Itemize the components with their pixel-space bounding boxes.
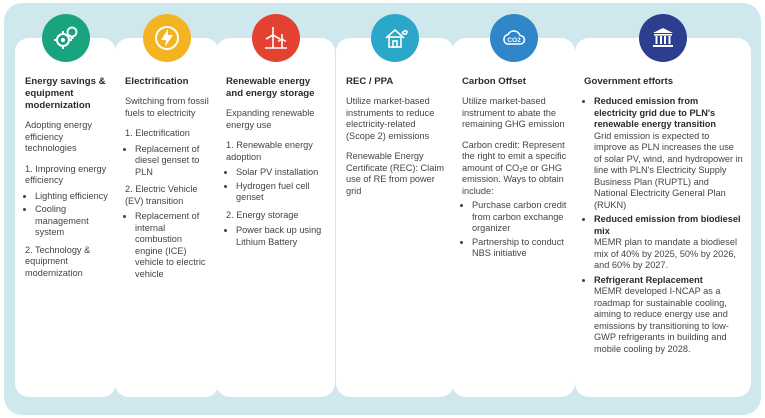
effort-description: MEMR plan to mandate a biodiesel mix of 40% by 2025, 50% by 2026, and 60% by 2027. [594,237,737,270]
list-item: • Lighting efficiency [35,191,108,203]
wind-turbine-icon [252,14,300,62]
effort-description: MEMR developed I-NCAP as a roadmap for sustainable cooling, aiming to reduce energy use and emissions by transitioning to low-GWP refrigerants in building and mobile cooling by 2028. [594,286,729,354]
co2-label: CO2 [506,37,521,44]
card-title: Carbon Offset [462,76,526,87]
rec-description: Renewable Energy Certificate (REC): Claim use of RE from power grid [346,151,445,196]
card-title: Renewable energy and energy storage [226,76,315,99]
card-title: Electrification [125,76,189,87]
section-heading: 2. Technology & equipment modernization [25,244,91,278]
card-energy-savings [15,38,116,397]
card-description: Utilize market-based instrument to abate the remaining GHG emission [462,96,565,129]
effort-title: • Reduced emission from electricity grid due to PLN's renewable energy transition [594,96,717,129]
bullet-list [25,191,108,239]
list-item: • Power back up using Lithium Battery [236,225,327,248]
card-carbon-offset [452,38,575,397]
green-house-icon [371,14,419,62]
co2-cloud-icon [490,14,538,62]
list-item: • Solar PV installation [236,167,327,179]
list-item: • Cooling management system [35,204,108,239]
card-description: Switching from fossil fuels to electricity [125,96,209,118]
effort-title: • Refrigerant Replacement [594,274,703,285]
card-rec-ppa [336,38,454,397]
bullet-list [125,144,211,179]
list-item: • Hydrogen fuel cell genset [236,181,327,204]
card-title: Government efforts [584,76,674,87]
section-heading: 1. Renewable energy adoption [226,140,313,162]
card-title: REC / PPA [346,76,394,87]
list-item: • Purchase carbon credit from carbon exchange organizer [472,200,567,235]
effort-title: • Reduced emission from biodiesel mix [594,214,741,236]
card-title: Energy savings & equipment modernization [25,76,106,111]
list-item [594,275,743,356]
section-heading: 1. Improving energy efficiency [25,163,107,185]
card-description: Utilize market-based instruments to reduce electricity-related (Scope 2) emissions [346,96,435,141]
effort-description: Grid emission is expected to improve as PLN increases the use of solar PV, wind, and hydropower in line with PLN's Electricity Supply Business Plan (RUPTL) and National Electricity General Plan (RUKN) [594,130,743,210]
carbon-credit-description: Carbon credit: Represent the right to emit a specific amount of CO₂e or GHG emission. Ways to obtain include: [462,139,567,196]
bullet-list [584,96,743,355]
bullet-list [226,225,327,248]
section-heading: 1. Electrification [125,128,190,138]
card-description: Adopting energy efficiency technologies [25,120,92,153]
list-item [594,214,743,272]
card-description: Expanding renewable energy use [226,108,315,130]
bullet-list [226,167,327,204]
section-heading: 2. Electric Vehicle (EV) transition [125,184,198,206]
list-item: • Replacement of diesel genset to PLN [135,144,211,179]
card-electrification [115,38,219,397]
list-item: • Partnership to conduct NBS initiative [472,237,567,260]
bullet-list [125,211,211,280]
section-heading: 2. Energy storage [226,209,299,220]
list-item: • Replacement of internal combustion engine (ICE) vehicle to electric vehicle [135,211,211,280]
card-renewable-energy [216,38,335,397]
lightning-icon [143,14,191,62]
card-government-efforts [575,38,751,397]
bullet-list [462,200,567,260]
government-building-icon [639,14,687,62]
list-item [594,96,743,211]
gear-bulb-icon [42,14,90,62]
